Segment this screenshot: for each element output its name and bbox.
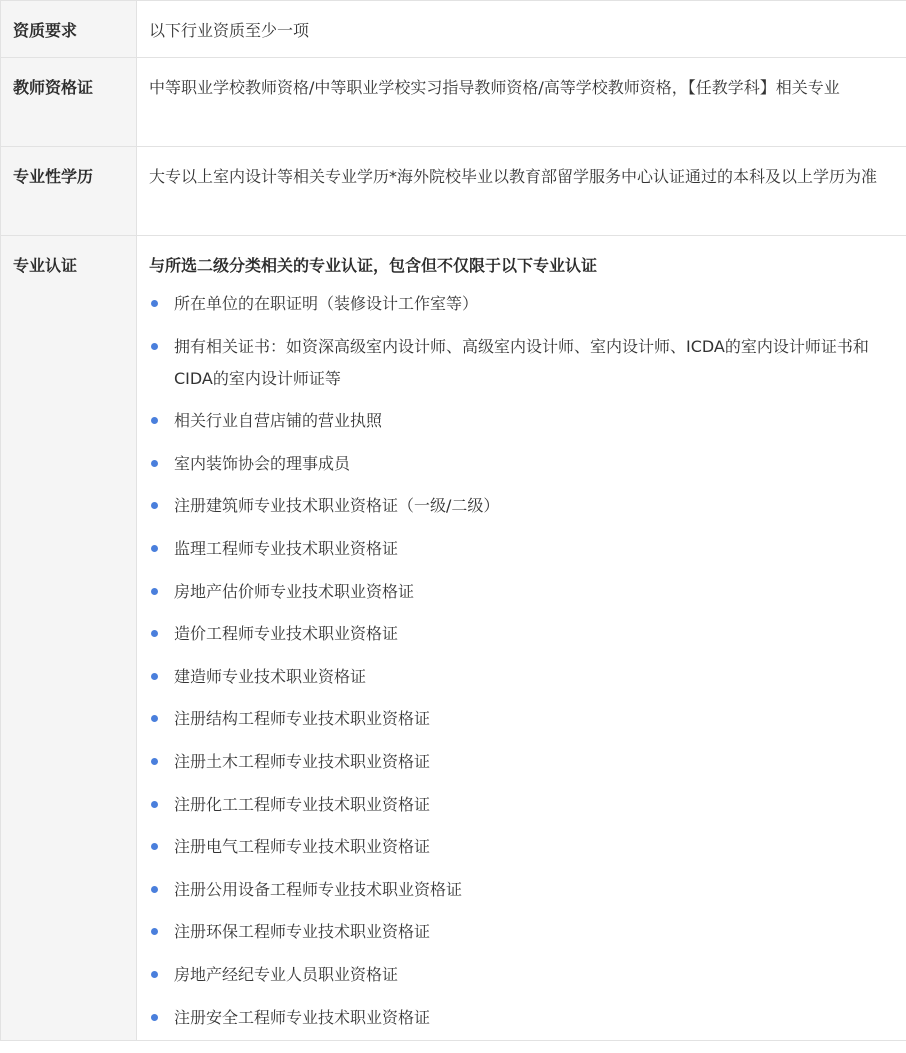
list-item-text: 注册电气工程师专业技术职业资格证 bbox=[174, 837, 431, 857]
bullet-icon bbox=[151, 1014, 158, 1021]
bullet-icon bbox=[151, 300, 158, 307]
bullet-icon bbox=[151, 417, 158, 424]
list-item-text: 注册土木工程师专业技术职业资格证 bbox=[174, 751, 431, 771]
list-item bbox=[149, 533, 906, 565]
list-item-text: 监理工程师专业技术职业资格证 bbox=[174, 538, 399, 558]
list-item-text: 注册建筑师专业技术职业资格证（一级/二级） bbox=[174, 496, 500, 516]
bullet-icon bbox=[151, 588, 158, 595]
bullet-icon bbox=[151, 343, 158, 350]
list-item-text: 造价工程师专业技术职业资格证 bbox=[174, 624, 399, 644]
teacher-certificate-row bbox=[1, 58, 906, 147]
education-value: 大专以上室内设计等相关专业学历*海外院校毕业以教育部留学服务中心认证通过的本科及以上学历为准 bbox=[137, 147, 906, 236]
list-item-text: 室内装饰协会的理事成员 bbox=[174, 453, 351, 473]
bullet-icon bbox=[151, 843, 158, 850]
bullet-icon bbox=[151, 502, 158, 509]
list-item-text: 建造师专业技术职业资格证 bbox=[174, 666, 367, 686]
list-item-text: 房地产经纪专业人员职业资格证 bbox=[174, 964, 399, 984]
bullet-icon bbox=[151, 460, 158, 467]
list-item-text: 所在单位的在职证明（装修设计工作室等） bbox=[174, 294, 479, 313]
list-item-text: 房地产估价师专业技术职业资格证 bbox=[174, 581, 415, 601]
list-item bbox=[149, 703, 906, 735]
list-item bbox=[149, 331, 906, 395]
certification-value bbox=[137, 236, 906, 1041]
bullet-icon bbox=[151, 886, 158, 893]
list-item-text: 相关行业自营店铺的营业执照 bbox=[174, 411, 383, 431]
list-item-text: 注册环保工程师专业技术职业资格证 bbox=[174, 922, 431, 942]
list-item bbox=[149, 618, 906, 650]
list-item-text: 注册安全工程师专业技术职业资格证 bbox=[174, 1007, 431, 1027]
list-item bbox=[149, 661, 906, 693]
list-item bbox=[149, 490, 906, 522]
certification-intro: 与所选二级分类相关的专业认证，包含但不仅限于以下专业认证 bbox=[149, 256, 598, 275]
list-item bbox=[149, 448, 906, 480]
certification-label: 专业认证 bbox=[1, 236, 137, 1041]
bullet-icon bbox=[151, 971, 158, 978]
bullet-icon bbox=[151, 758, 158, 765]
bullet-icon bbox=[151, 673, 158, 680]
teacher-certificate-label: 教师资格证 bbox=[1, 58, 137, 147]
list-item bbox=[149, 576, 906, 608]
list-item bbox=[149, 405, 906, 437]
bullet-icon bbox=[151, 928, 158, 935]
qualification-label: 资质要求 bbox=[1, 1, 137, 58]
list-item-text: 拥有相关证书：如资深高级室内设计师、高级室内设计师、室内设计师、ICDA的室内设计师证书和CIDA的室内设计师证等 bbox=[174, 336, 869, 388]
teacher-certificate-value: 中等职业学校教师资格/中等职业学校实习指导教师资格/高等学校教师资格，【任教学科】相关专业 bbox=[137, 58, 906, 147]
certification-row bbox=[1, 236, 906, 1041]
list-item bbox=[149, 831, 906, 863]
list-item bbox=[149, 916, 906, 948]
bullet-icon bbox=[151, 545, 158, 552]
list-item bbox=[149, 789, 906, 821]
education-row bbox=[1, 147, 906, 236]
list-item-text: 注册结构工程师专业技术职业资格证 bbox=[174, 709, 431, 729]
bullet-icon bbox=[151, 801, 158, 808]
list-item bbox=[149, 959, 906, 991]
list-item bbox=[149, 288, 906, 320]
list-item bbox=[149, 1002, 906, 1034]
list-item bbox=[149, 874, 906, 906]
list-item-text: 注册公用设备工程师专业技术职业资格证 bbox=[174, 879, 463, 899]
list-item bbox=[149, 746, 906, 778]
education-label: 专业性学历 bbox=[1, 147, 137, 236]
bullet-icon bbox=[151, 715, 158, 722]
certification-list bbox=[149, 288, 906, 1034]
qualification-value: 以下行业资质至少一项 bbox=[137, 1, 906, 58]
qualification-row bbox=[1, 1, 906, 58]
list-item-text: 注册化工工程师专业技术职业资格证 bbox=[174, 794, 431, 814]
bullet-icon bbox=[151, 630, 158, 637]
